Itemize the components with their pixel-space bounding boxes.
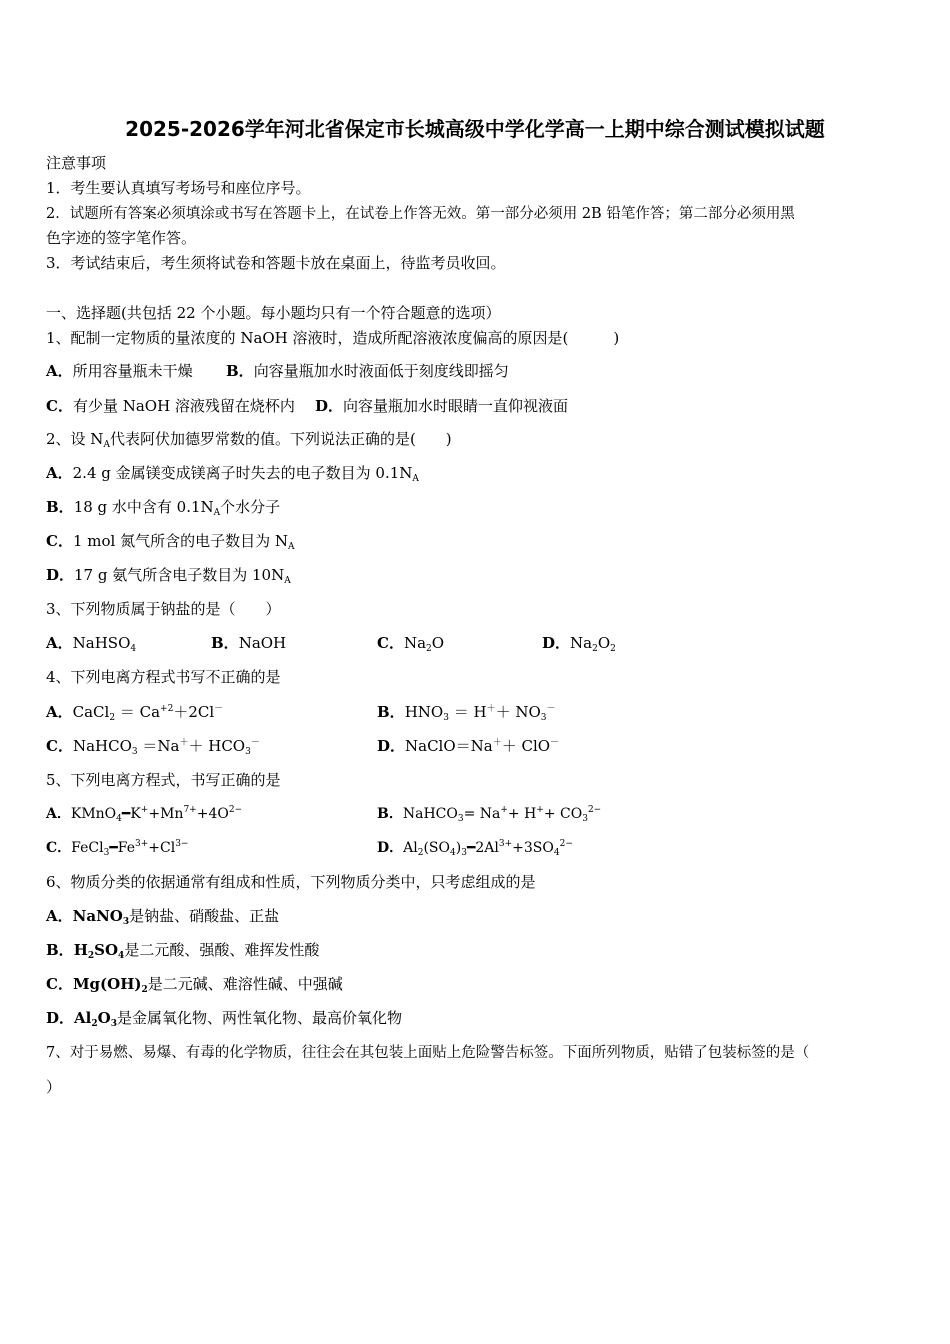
- question-7-stem-line-1: 7、对于易燃、易爆、有毒的化学物质，往往会在其包装上面贴上危险警告标签。下面所列物质，贴错了包装标签的是（: [46, 1045, 810, 1061]
- question-2-option-d: D．17 g 氨气所含电子数目为 $10N_A$: [46, 566, 291, 586]
- question-4-option-b: B．$HNO_3 = H^++ NO_3^-$: [377, 703, 556, 723]
- page-title: 2025-2026学年河北省保定市长城高级中学化学高一上期中综合测试模拟试题: [125, 117, 825, 141]
- question-5-option-d: D．$Al_2(SO_4)_3━2Al^{3+}+3SO_4^{2-}$: [377, 839, 573, 858]
- question-2-option-b: B．18 g 水中含有 $0.1N_A$个水分子: [46, 498, 281, 518]
- question-2-option-a: A．2.4 g 金属镁变成镁离子时失去的电子数目为 $0.1N_A$: [46, 464, 419, 484]
- question-5-option-a: A．$KMnO_4━K^++Mn^{7+}+4O^{2-}$: [46, 805, 243, 824]
- question-1-option-b: B．向容量瓶加水时液面低于刻度线即摇匀: [226, 362, 509, 380]
- section-heading: 一、选择题(共包括 22 个小题。每小题均只有一个符合题意的选项）: [46, 304, 501, 322]
- question-5-option-c: C．$FeCl_3━Fe^{3+}+Cl^{3-}$: [46, 839, 189, 858]
- question-1-stem: 1、配制一定物质的量浓度的 NaOH 溶液时，造成所配溶液浓度偏高的原因是( ): [46, 329, 620, 347]
- question-3-stem: 3、下列物质属于钠盐的是（ ）: [46, 600, 281, 618]
- question-5-option-b: B．NaHCO$_3$= $Na^++ H^++ CO_3^{2-}$: [377, 805, 602, 824]
- question-4-option-d: D．NaClO＝Na＋＋ ClO－: [377, 737, 560, 755]
- question-1-option-c: C．有少量 NaOH 溶液残留在烧杯内: [46, 397, 295, 415]
- notice-item-2-line-2: 色字迹的签字笔作答。: [46, 229, 197, 247]
- notice-item-1: 1．考生要认真填写考场号和座位序号。: [46, 179, 311, 197]
- question-3-option-d: D．$Na_2O_2$: [542, 634, 616, 654]
- question-3-option-c: C．$Na_2O$: [377, 634, 445, 654]
- question-1-option-a: A．所用容量瓶未干燥: [46, 362, 193, 380]
- question-6-stem: 6、物质分类的依据通常有组成和性质，下列物质分类中，只考虑组成的是: [46, 873, 536, 891]
- question-6-option-c: C．$Mg(OH)_2$是二元碱、难溶性碱、中强碱: [46, 975, 343, 995]
- question-3-option-b: B．NaOH: [211, 634, 287, 652]
- question-1-option-d: D．向容量瓶加水时眼睛一直仰视液面: [315, 397, 569, 415]
- question-4-stem: 4、下列电离方程式书写不正确的是: [46, 668, 281, 686]
- question-6-option-a: A．NaNO$_3$是钠盐、硝酸盐、正盐: [46, 907, 280, 927]
- question-3-option-a: A．NaHSO$_4$: [46, 634, 137, 654]
- question-2-option-c: C．1 mol 氮气所含的电子数目为 $N_A$: [46, 532, 295, 552]
- question-6-option-d: D．$Al_2O_3$是金属氧化物、两性氧化物、最高价氧化物: [46, 1009, 402, 1029]
- question-7-stem-line-2: ）: [46, 1078, 62, 1096]
- question-5-stem: 5、下列电离方程式，书写正确的是: [46, 771, 281, 789]
- notice-item-3: 3．考试结束后，考生须将试卷和答题卡放在桌面上，待监考员收回。: [46, 254, 506, 272]
- notice-heading: 注意事项: [46, 154, 107, 172]
- notice-item-2-line-1: 2．试题所有答案必须填涂或书写在答题卡上，在试卷上作答无效。第一部分必须用 2B 铅笔作答；第二部分必须用黑: [46, 206, 795, 222]
- question-6-option-b: B．$H_2SO_4$是二元酸、强酸、难挥发性酸: [46, 941, 320, 961]
- question-2-stem: 2、设 $N_A$代表阿伏加德罗常数的值。下列说法正确的是( ): [46, 430, 452, 450]
- question-4-option-c: C．NaHCO$_3$ $=Na^++ HCO_3^-$: [46, 737, 260, 757]
- question-4-option-a: A．CaCl$_2$ ＝ $Ca^{+2}+2Cl^-$: [46, 703, 224, 723]
